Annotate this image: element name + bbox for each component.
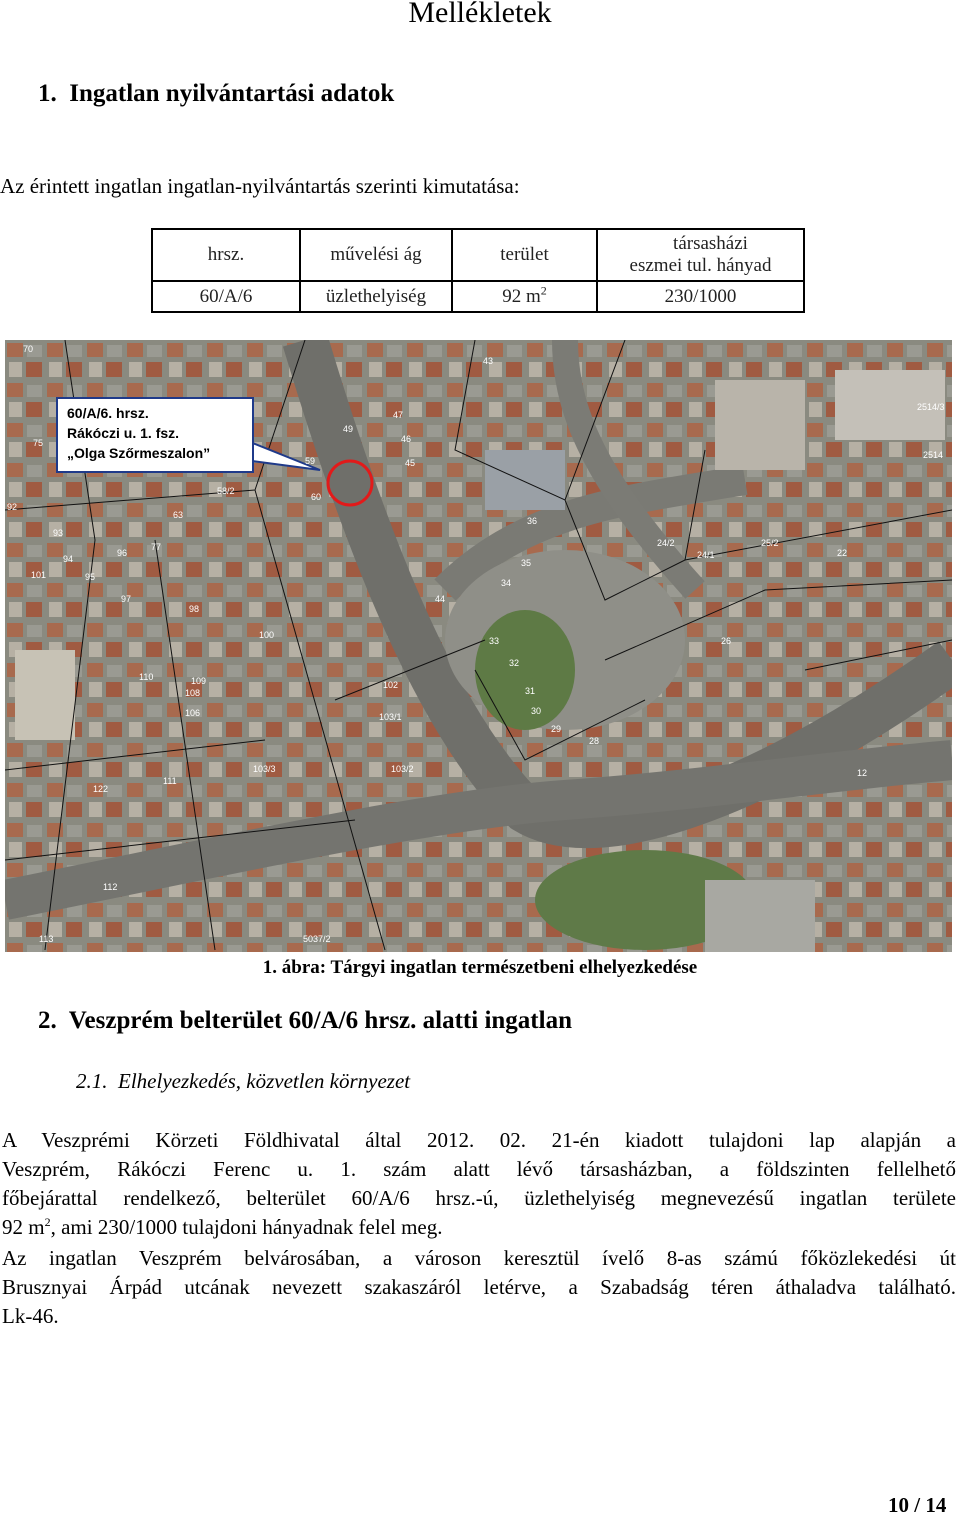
- area-exponent: 2: [44, 1215, 51, 1229]
- parcel-label: 34: [501, 578, 512, 588]
- header-hrsz: hrsz.: [152, 229, 300, 281]
- parcel-label: 33: [489, 636, 500, 646]
- parcel-label: 29: [551, 724, 562, 734]
- parcel-label: 59: [305, 456, 316, 466]
- parcel-label: 75: [33, 438, 44, 448]
- share-text: , ami 230/1000 tulajdoni hányadnak felel meg.: [50, 1215, 443, 1239]
- paragraph-1-line-4: [2, 1213, 956, 1242]
- parcel-label: 97: [121, 594, 132, 604]
- cell-hanyad: 230/1000: [597, 281, 804, 312]
- paragraph-1-line-1: A Veszprémi Körzeti Földhivatal által 2012. 02. 21-én kiadott tulajdoni lap alapján a: [2, 1128, 956, 1152]
- parcel-label: 102: [383, 680, 399, 690]
- paragraph-2: [2, 1244, 956, 1331]
- parcel-label: 12: [857, 768, 868, 778]
- subsection-heading-2-1: 2.1. Elhelyezkedés, közvetlen környezet: [76, 1069, 411, 1093]
- parcel-label: 94: [63, 554, 74, 564]
- paragraph-1: [2, 1126, 956, 1242]
- parcel-label: 26: [721, 636, 732, 646]
- parcel-label: 24/2: [657, 538, 675, 548]
- callout-line-2: Rákóczi u. 1. fsz.: [67, 425, 180, 441]
- parcel-label: 108: [185, 688, 201, 698]
- parcel-label: 24/1: [697, 550, 715, 560]
- parcel-label: 103/3: [253, 764, 276, 774]
- parcel-label: 77: [151, 542, 162, 552]
- parcel-label: 35: [521, 558, 532, 568]
- parcel-label: 22: [837, 548, 848, 558]
- parcel-label: 31: [525, 686, 536, 696]
- parcel-label: 46: [401, 434, 412, 444]
- parcel-label: 93: [53, 528, 64, 538]
- cell-muvelesi-ag: üzlethelyiség: [300, 281, 452, 312]
- parcel-label: 32: [509, 658, 520, 668]
- intro-text: Az érintett ingatlan ingatlan-nyilvántartás szerinti kimutatása:: [0, 174, 520, 198]
- parcel-label: 70: [23, 344, 34, 354]
- parcel-label: 44: [435, 594, 446, 604]
- parcel-label: 30: [531, 706, 542, 716]
- parcel-label: 92: [7, 502, 18, 512]
- parcel-label: 63: [173, 510, 184, 520]
- parcel-label: 103/2: [391, 764, 414, 774]
- paragraph-2-line-1: Az ingatlan Veszprém belvárosában, a városon keresztül ívelő 8-as számú főközlekedési út: [2, 1246, 956, 1270]
- parcel-label: 113: [39, 934, 54, 944]
- header-terulet: terület: [452, 229, 597, 281]
- parcel-label: 60: [311, 492, 322, 502]
- parcel-label: 2514/3: [917, 402, 945, 412]
- parcel-label: 101: [31, 570, 47, 580]
- cell-terulet: [452, 281, 597, 312]
- parcel-label: 43: [483, 356, 494, 366]
- parcel-label: 103/1: [379, 712, 402, 722]
- cell-terulet-exponent: 2: [540, 283, 547, 298]
- figure-caption: 1. ábra: Tárgyi ingatlan természetbeni elhelyezkedése: [262, 957, 698, 978]
- parcel-label: 109: [191, 676, 207, 686]
- parcel-label: 58/2: [217, 486, 235, 496]
- parcel-label: 49: [343, 424, 354, 434]
- section-heading-1: 1. Ingatlan nyilvántartási adatok: [38, 80, 395, 107]
- parcel-label: 95: [85, 572, 96, 582]
- paragraph-2-line-3: Lk-46.: [2, 1304, 59, 1328]
- paragraph-1-line-2: Veszprém, Rákóczi Ferenc u. 1. szám alatt lévő társasházban, a földszinten fellelhető: [2, 1157, 956, 1181]
- paragraph-2-line-2: Brusznyai Árpád utcának nevezett szakaszáról letérve, a Szabadság téren áthaladva található.: [2, 1275, 956, 1299]
- parcel-label: 36: [527, 516, 538, 526]
- parcel-label: 5037/2: [303, 934, 331, 944]
- parcel-label: 96: [117, 548, 128, 558]
- parcel-label: 110: [139, 672, 154, 682]
- section-heading-2: 2. Veszprém belterület 60/A/6 hrsz. alatti ingatlan: [38, 1007, 572, 1034]
- parcel-label: 45: [405, 458, 416, 468]
- parcel-label: 111: [163, 776, 177, 786]
- parcel-label: 47: [393, 410, 404, 420]
- page-title: Mellékletek: [408, 0, 552, 29]
- header-tarsashazi-hanyad: [597, 229, 804, 281]
- header-muvelesi-ag: művelési ág: [300, 229, 452, 281]
- parcel-label: 2514: [923, 450, 944, 460]
- area-value: 92 m: [2, 1215, 45, 1239]
- parcel-label: 106: [185, 708, 201, 718]
- parcel-label: 28: [589, 736, 600, 746]
- aerial-cadastral-map: [5, 340, 952, 952]
- parcel-label: 98: [189, 604, 200, 614]
- parcel-label: 112: [103, 882, 118, 892]
- cell-hrsz: 60/A/6: [152, 281, 300, 312]
- header-tarsashazi: társasházi: [673, 233, 748, 254]
- header-eszmei-hanyad: eszmei tul. hányad: [629, 255, 772, 276]
- parcel-label: 122: [93, 784, 109, 794]
- cell-terulet-value: 92 m: [502, 285, 541, 307]
- callout-line-3: „Olga Szőrmeszalon”: [67, 445, 211, 461]
- page-number: 10 / 14: [888, 1493, 947, 1517]
- property-table: [151, 228, 805, 313]
- parcel-label: 25/2: [761, 538, 779, 548]
- callout-line-1: 60/A/6. hrsz.: [67, 405, 149, 421]
- parcel-label: 100: [259, 630, 275, 640]
- paragraph-1-line-3: főbejárattal rendelkező, belterület 60/A/6 hrsz.-ú, üzlethelyiség megnevezésű ingatlan területe: [2, 1186, 956, 1210]
